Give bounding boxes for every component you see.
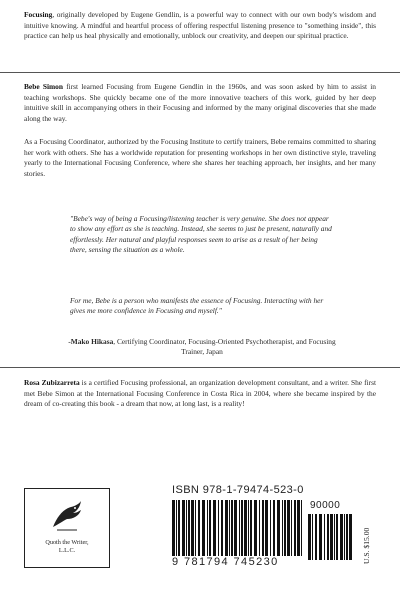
barcode-bar [172,500,175,556]
barcode-bar [241,500,243,556]
barcode-digits: 9 781794 745230 [172,556,279,568]
barcode-bar [229,500,230,556]
barcode-bar [186,500,187,556]
barcode-bar [254,500,257,556]
barcode-bar [188,500,190,556]
barcode-bar [315,514,317,560]
barcode-bar [182,500,185,556]
divider-top [0,72,400,73]
barcode-bar [273,500,275,556]
attribution-title: , Certifying Coordinator, Focusing-Oriented Psychotherapist, and Focusing Trainer, Japan [113,337,336,357]
publisher-name-line2: L.L.C. [58,547,76,554]
barcode-bar [312,514,313,560]
barcode-bar [213,500,216,556]
barcode-bar [176,500,177,556]
coordinator-paragraph: As a Focusing Coordinator, authorized by the Focusing Institute to certify trainers, Bebe remains committed to sharing her work with others. She has a worldwide reputation for presenting workshops in her own distinctive style, traveling yearly to the International Focusing Conference, where she shares her teaching approach, her insights, and her many stories. [24,137,376,178]
testimonial-attribution [62,337,342,358]
barcode-bar [291,500,292,556]
barcode-bar [198,500,200,556]
barcode-bar [178,500,180,556]
testimonial-paragraph-1: "Bebe's way of being a Focusing/listening teacher is very genuine. She does not appear to show any effort as she is teaching. Instead, she seems to just be present, naturally and effortlessly. Her natural and playful responses seem to arise as a result of her being there, sensing the situation as a whole. [70,214,332,255]
rosa-bio-lead: Rosa Zubizarreta [24,378,80,387]
barcode-bar [349,514,352,560]
barcode-bar [340,514,343,560]
barcode-bar [202,500,205,556]
publisher-name [45,539,88,555]
rosa-bio-paragraph [24,378,376,410]
barcode-bar [324,514,325,560]
barcode-bar [191,500,194,556]
barcode-bar [336,514,338,560]
barcode-bar [282,500,283,556]
testimonial-paragraph-2: For me, Bebe is a person who manifests the essence of Focusing. Interacting with her gives me more confidence in Focusing and myself." [70,296,324,316]
barcode-bar [250,500,252,556]
price-label: U.S. $15.00 [362,527,371,564]
barcode-bar [262,500,264,556]
bebe-bio-text: first learned Focusing from Eugene Gendlin in the 1960s, and was soon asked by him to assist in teaching workshops. She quickly became one of the more innovative teachers of this work, guided by her deep intuitive skill in accompanying others in their Focusing and informed by the many original discoveries that she made along the way. [24,82,376,123]
barcode-bar [225,500,228,556]
barcode-bar [287,500,290,556]
barcode-bar [330,514,333,560]
barcode-bar [327,514,329,560]
barcode-bar [221,500,223,556]
barcode-block [172,484,380,580]
barcode-bar [259,500,260,556]
intro-lead: Focusing [24,10,53,19]
divider-middle [0,367,400,368]
barcode-bar [231,500,233,556]
publisher-logo-box [24,488,110,568]
bebe-bio-paragraph [24,82,376,124]
barcode-bar [265,500,268,556]
barcode-bar [334,514,335,560]
barcode-bar [308,514,311,560]
barcode-bar [277,500,280,556]
barcode-bar [248,500,249,556]
barcode-bar [319,514,322,560]
barcode-bar [209,500,211,556]
isbn-label: ISBN 978-1-79474-523-0 [172,484,304,496]
barcode-bar [284,500,286,556]
barcode-bar [346,514,348,560]
barcode-main-bars [172,500,304,556]
attribution-name: -Mako Hikasa [68,337,114,346]
barcode-bar [270,500,271,556]
bebe-bio-lead: Bebe Simon [24,82,63,91]
barcode-bar [195,500,196,556]
barcode-bar [301,500,302,556]
raven-quill-icon [47,499,87,533]
intro-paragraph [24,10,376,42]
barcode-addon-bars [308,514,352,560]
barcode-bar [207,500,208,556]
barcode-addon-label: 90000 [310,500,341,511]
barcode-bar [294,500,296,556]
barcode-bar [234,500,237,556]
intro-text: , originally developed by Eugene Gendlin, is a powerful way to connect with our own body's wisdom and intuitive knowing. A mindful and heartful process of offering respectful listening presence to "something inside", this practice can help us heal physically and emotionally, unblock our creativity, and deepen our spiritual practice. [24,10,376,41]
publisher-name-line1: Quoth the Writer, [45,539,89,546]
barcode-bar [218,500,219,556]
barcode-bar [297,500,300,556]
rosa-bio-text: is a certified Focusing professional, an organization development consultant, and a writer. She first met Bebe Simon at the International Focusing Conference in Costa Rica in 2004, where she became inspired by the dream of co-creating this book - a dream that now, at long last, is a reality! [24,378,376,409]
barcode-bar [344,514,345,560]
barcode-bar [244,500,247,556]
barcode-bar [239,500,240,556]
